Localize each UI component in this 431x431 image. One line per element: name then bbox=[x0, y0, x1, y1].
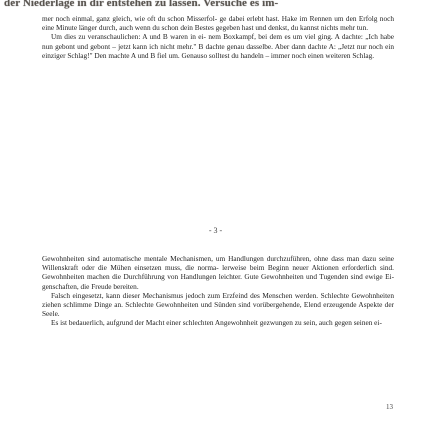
paragraph: Gewohnheiten sind automatische mentale Mechanismen, um Handlungen durchzuführen, ohne dass man dazu seine Willenskraft oder die Mühen einsetzen muss, die norma- lerweise beim Beginn neuer Aktionen erforderlich sind. Gewohnheiten machen die Durchführung von Handlungen leichter. Gute Gewohnheiten und Tugenden sind ewige Ei- genschaften, die Freude bereiten. bbox=[42, 254, 394, 291]
paragraph: mer noch einmal, ganz gleich, wie oft du schon Misserfol- ge dabei erlebt hast. Hake im Rennen um den Erfolg noch eine Minute länger durch, auch wenn du schon dein Bestes gegeben hast und denkst, du kannst nichts mehr tun. bbox=[42, 14, 394, 33]
section-habits bbox=[42, 254, 394, 328]
paragraph: Es ist bedauerlich, aufgrund der Macht einer schlechten Angewohnheit gezwungen zu sein, auch gegen seinen ei- bbox=[51, 318, 382, 328]
cropped-top-line-text: der Niederlage in dir entstehen zu lassen. Versuche es im- bbox=[4, 0, 279, 9]
paragraph: Falsch eingesetzt, kann dieser Mechanismus jedoch zum Erzfeind des Menschen werden. Schlechte Gewohnheiten ziehen schlimme Dinge an. Schlechte Gewohnheiten und Sünden sind vorübergehende, Elend erzeugende Aspekte der Seele. bbox=[42, 290, 394, 319]
section-perseverance bbox=[42, 14, 394, 60]
paragraph: Um dies zu veranschaulichen: A und B waren in ei- nem Boxkampf, bei dem es um viel ging. A dachte: „Ich habe nun gebont und gebont – jetzt kann ich nicht mehr." B dachte genau dasselbe. Aber dann dachte A: „Jetzt nur noch ein einziger Schlag!" Den machte A und B fiel um. Genauso solltest du handeln – immer noch einen weiteren Schlag. bbox=[42, 32, 394, 60]
cropped-top-line bbox=[0, 0, 431, 13]
page-number: 13 bbox=[386, 403, 393, 411]
section-separator: - 3 - bbox=[208, 226, 223, 235]
